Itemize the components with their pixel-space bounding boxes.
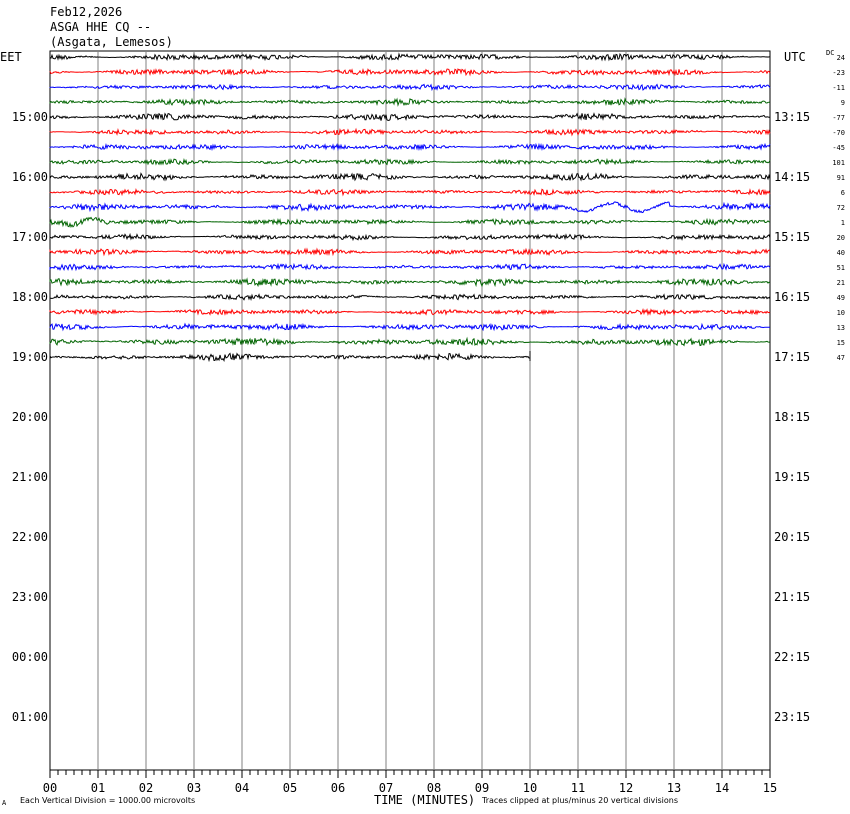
trace-line (50, 69, 770, 75)
left-hour-label: 19:00 (11, 350, 48, 364)
x-tick-label: 14 (714, 781, 730, 795)
dc-offset-label: 1 (840, 219, 845, 227)
x-tick-label: 10 (522, 781, 538, 795)
left-hour-label: 21:00 (11, 470, 48, 484)
x-tick-label: 04 (234, 781, 250, 795)
left-hour-label: 17:00 (11, 230, 48, 244)
left-zone-label: EET (0, 50, 22, 64)
dc-offset-label: 101 (832, 159, 845, 167)
trace-line (50, 264, 770, 270)
left-hour-label: 23:00 (11, 590, 48, 604)
corner-mark: A (2, 799, 7, 807)
trace-line (50, 99, 770, 105)
right-hour-label: 16:15 (774, 290, 811, 304)
dc-label: DC (826, 49, 835, 57)
trace-line (50, 310, 770, 315)
trace-line (50, 159, 770, 164)
dc-offset-label: 20 (836, 234, 845, 242)
x-tick-label: 08 (426, 781, 442, 795)
left-hour-label: 16:00 (11, 170, 48, 184)
dc-offset-label: 72 (836, 204, 845, 212)
x-tick-label: 05 (282, 781, 298, 795)
x-tick-label: 09 (474, 781, 490, 795)
trace-line (50, 174, 770, 181)
trace-line (50, 113, 770, 120)
dc-offset-label: -11 (832, 84, 845, 92)
trace-line (50, 338, 770, 345)
dc-offset-label: 51 (836, 264, 845, 272)
right-hour-label: 23:15 (774, 710, 811, 724)
right-hour-label: 19:15 (774, 470, 811, 484)
x-tick-label: 03 (186, 781, 202, 795)
left-hour-label: 00:00 (11, 650, 48, 664)
trace-line (50, 324, 770, 330)
right-hour-label: 14:15 (774, 170, 811, 184)
dc-offset-label: 24 (836, 54, 845, 62)
right-hour-label: 22:15 (774, 650, 811, 664)
clip-note: Traces clipped at plus/minus 20 vertical divisions (482, 796, 679, 805)
x-tick-label: 15 (762, 781, 778, 795)
axis-label-group (12, 54, 845, 795)
trace-group (50, 54, 770, 361)
right-zone-label: UTC (784, 50, 806, 64)
x-tick-label: 02 (138, 781, 154, 795)
dc-offset-label: -45 (832, 144, 845, 152)
dc-offset-label: 9 (840, 99, 845, 107)
dc-offset-label: 91 (836, 174, 845, 182)
plot-frame (50, 51, 770, 770)
left-hour-label: 22:00 (11, 530, 48, 544)
dc-offset-label: -70 (832, 129, 845, 137)
dc-offset-label: 15 (836, 339, 845, 347)
dc-offset-label: 40 (836, 249, 845, 257)
dc-offset-label: 13 (836, 324, 845, 332)
trace-line (50, 129, 770, 135)
x-tick-label: 07 (378, 781, 394, 795)
right-hour-label: 21:15 (774, 590, 811, 604)
location-label: (Asgata, Lemesos) (50, 35, 173, 49)
trace-line (50, 54, 770, 60)
dc-offset-label: 21 (836, 279, 845, 287)
plot-grid (50, 51, 770, 778)
trace-line (50, 234, 770, 239)
right-hour-label: 18:15 (774, 410, 811, 424)
right-hour-label: 13:15 (774, 110, 811, 124)
trace-line (50, 295, 770, 300)
scale-note: Each Vertical Division = 1000.00 microvolts (20, 796, 196, 805)
dc-offset-label: 47 (836, 354, 845, 362)
left-hour-label: 18:00 (11, 290, 48, 304)
dc-offset-label: -23 (832, 69, 845, 77)
x-axis-title: TIME (MINUTES) (374, 793, 476, 807)
trace-line (50, 249, 770, 255)
left-hour-label: 01:00 (11, 710, 48, 724)
right-hour-label: 17:15 (774, 350, 811, 364)
trace-line (50, 85, 770, 90)
dc-offset-label: 6 (840, 189, 845, 197)
trace-line (50, 202, 770, 213)
dc-offset-label: 10 (836, 309, 845, 317)
trace-line (50, 218, 770, 227)
x-tick-label: 11 (570, 781, 586, 795)
left-hour-label: 20:00 (11, 410, 48, 424)
date-label: Feb12,2026 (50, 5, 123, 19)
x-tick-label: 12 (618, 781, 634, 795)
trace-line (50, 144, 770, 149)
trace-line (50, 189, 770, 194)
dc-offset-label: -77 (832, 114, 845, 122)
dc-offset-label: 49 (836, 294, 845, 302)
right-hour-label: 15:15 (774, 230, 811, 244)
x-tick-label: 00 (42, 781, 58, 795)
station-label: ASGA HHE CQ -- (50, 20, 152, 34)
trace-line (50, 279, 770, 286)
left-hour-label: 15:00 (11, 110, 48, 124)
x-tick-label: 01 (90, 781, 106, 795)
x-tick-label: 06 (330, 781, 346, 795)
right-hour-label: 20:15 (774, 530, 811, 544)
x-tick-label: 13 (666, 781, 682, 795)
